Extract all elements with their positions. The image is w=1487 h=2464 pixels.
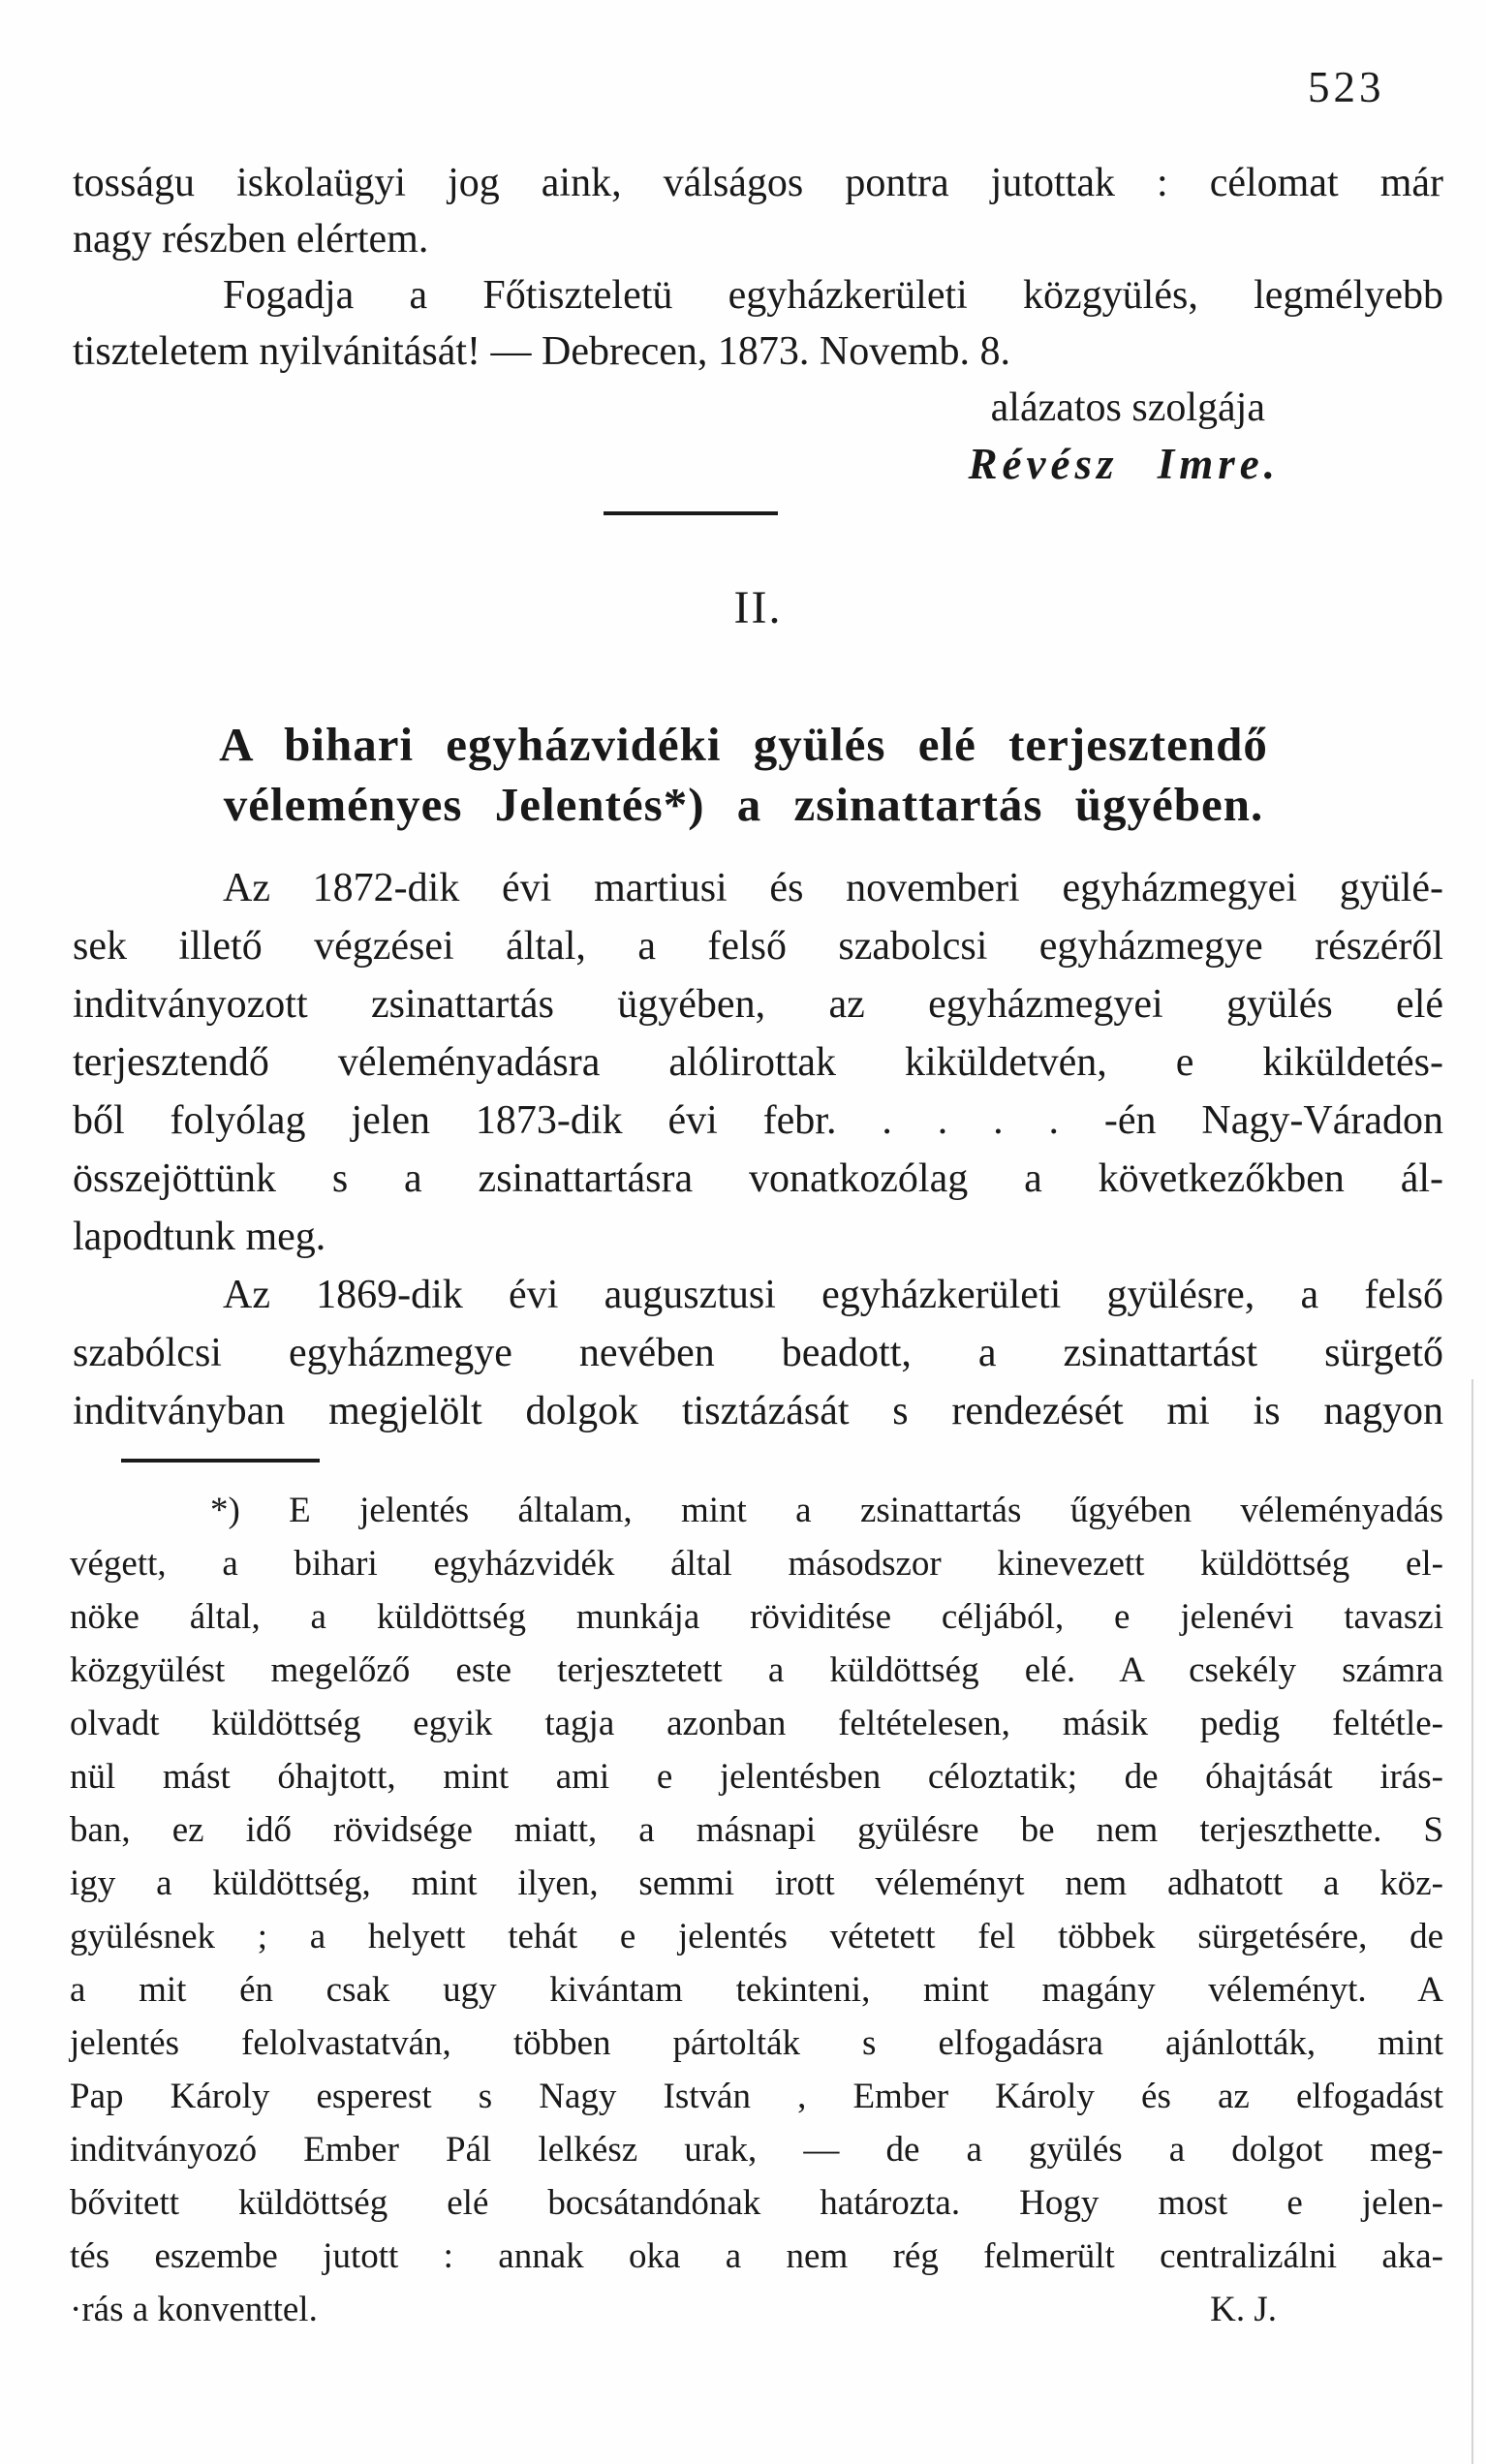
body-paragraphs (73, 859, 1443, 1440)
closing-paragraph (73, 155, 1443, 492)
text-line: ből folyólag jelen 1873-dik évi febr. . . . . -én Nagy-Váradon (73, 1098, 1443, 1143)
text-line: tosságu iskolaügyi jog aink, válságos pontra jutottak : célomat már (73, 161, 1443, 205)
footnote-last-line (70, 2283, 1443, 2336)
footnote-line: inditványozó Ember Pál lelkész urak, — de a gyülés a dolgot meg- (70, 2130, 1443, 2170)
text-line: lapodtunk meg. (73, 1215, 326, 1259)
valediction: alázatos szolgája (990, 385, 1265, 430)
footnote-line: bővitett küldöttség elé bocsátandónak határozta. Hogy most e jelen- (70, 2183, 1443, 2223)
separator-rule (604, 511, 778, 515)
footnote-line: jelentés felolvastatván, többen pártolták s elfogadásra ajánlották, mint (70, 2023, 1443, 2063)
footnote-line: közgyülést megelőző este terjesztetett a küldöttség elé. A csekély számra (70, 1650, 1443, 1690)
footnote (70, 1484, 1443, 2336)
section-title-line: A bihari egyházvidéki gyülés elé terjesztendő (219, 718, 1268, 771)
footnote-last-left-text: ·rás a konventtel. (70, 2290, 318, 2329)
text-line: Az 1872-dik évi martiusi és novemberi egyházmegyei gyülé- (223, 866, 1443, 910)
section-title (44, 715, 1443, 835)
footnote-line: tés eszembe jutott : annak oka a nem rég felmerült centralizálni aka- (70, 2236, 1443, 2276)
footnote-signature-initials: K. J. (1210, 2290, 1277, 2329)
text-line: terjesztendő véleményadásra alólirottak kiküldetvén, e kiküldetés- (73, 1040, 1443, 1085)
footnote-line: igy a küldöttség, mint ilyen, semmi irott véleményt nem adhatott a köz- (70, 1863, 1443, 1903)
text-line: szabólcsi egyházmegye nevében beadott, a zsinattartást sürgető (73, 1331, 1443, 1375)
text-line: nagy részben elértem. (73, 217, 429, 262)
footnote-line: *) E jelentés általam, mint a zsinattartás űgyében véleményadás (210, 1491, 1443, 1530)
text-line: összejöttünk s a zsinattartásra vonatkozólag a következőkben ál- (73, 1156, 1443, 1201)
scan-edge-artifact (1472, 1379, 1473, 2464)
footnote-line: ban, ez idő rövidsége miatt, a másnapi gyülésre be nem terjeszthette. S (70, 1810, 1443, 1850)
text-line: tiszteletem nyilvánitását! — Debrecen, 1873. Novemb. 8. (73, 329, 1011, 374)
footnote-line: Pap Károly esperest s Nagy István , Ember Károly és az elfogadást (70, 2077, 1443, 2116)
text-line: Fogadja a Főtiszteletü egyházkerületi közgyülés, legmélyebb (223, 273, 1443, 318)
footnote-line: olvadt küldöttség egyik tagja azonban feltételesen, másik pedig feltétle- (70, 1704, 1443, 1743)
text-line: sek illető végzései által, a felső szabolcsi egyházmegye részéről (73, 924, 1443, 969)
footnote-line: végett, a bihari egyházvidék által másodszor kinevezett küldöttség el- (70, 1544, 1443, 1584)
footnote-line: a mit én csak ugy kivántam tekinteni, mint magány véleményt. A (70, 1970, 1443, 2010)
section-numeral: II. (733, 582, 783, 633)
footnote-line: gyülésnek ; a helyett tehát e jelentés vétetett fel többek sürgetésére, de (70, 1917, 1443, 1956)
author-signature: Révész Imre. (968, 440, 1280, 488)
text-line: Az 1869-dik évi augusztusi egyházkerületi gyülésre, a felső (223, 1273, 1443, 1317)
text-line: inditványban megjelölt dolgok tisztázását s rendezését mi is nagyon (73, 1389, 1443, 1433)
footnote-line: nöke által, a küldöttség munkája röviditése céljából, e jelenévi tavaszi (70, 1597, 1443, 1637)
footnote-rule (121, 1459, 320, 1463)
footnote-line: nül mást óhajtott, mint ami e jelentésben céloztatik; de óhajtását irás- (70, 1757, 1443, 1797)
text-line: inditványozott zsinattartás ügyében, az egyházmegyei gyülés elé (73, 982, 1443, 1027)
page-number: 523 (1308, 63, 1385, 111)
section-title-line: véleményes Jelentés*) a zsinattartás ügyében. (223, 778, 1264, 831)
